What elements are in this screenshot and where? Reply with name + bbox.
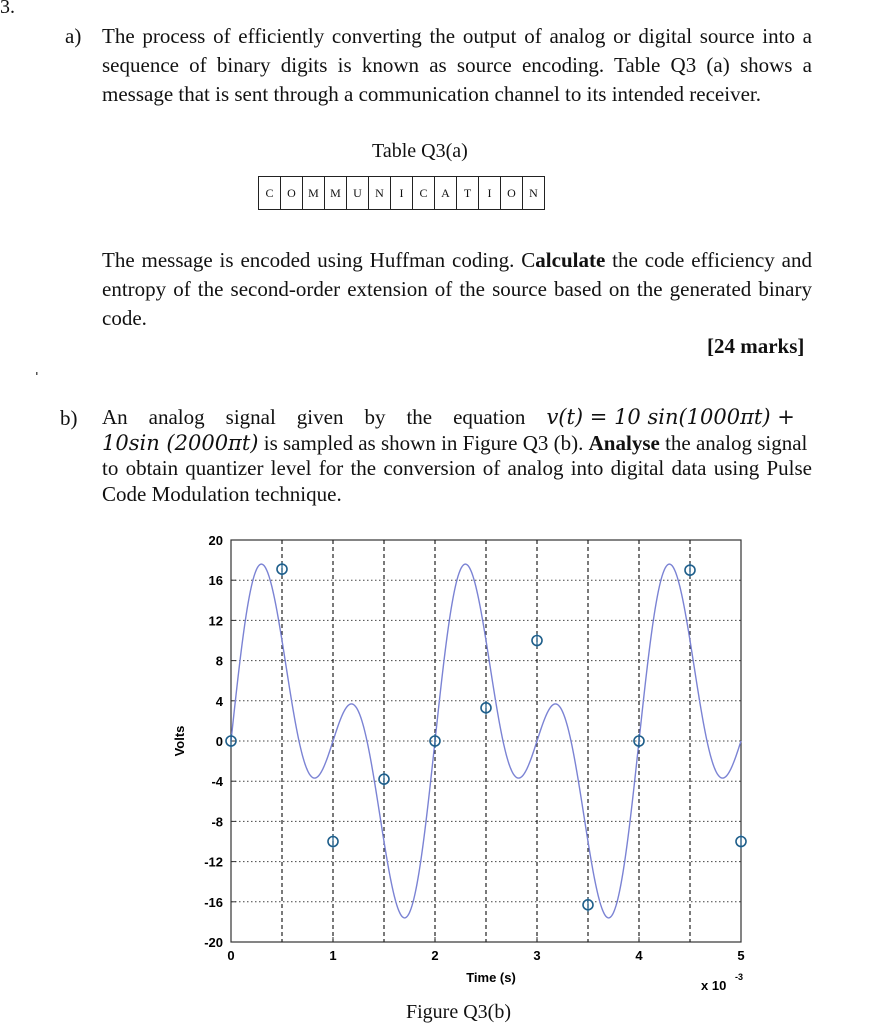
- x-tick-label: 3: [533, 948, 541, 963]
- part-a-intro: [102, 22, 812, 109]
- intro-line-1: The process of efficiently converting the output of analog or digital source into a: [102, 24, 812, 48]
- message-letter-cell: N: [369, 177, 391, 210]
- y-tick-label: 0: [215, 734, 223, 749]
- message-letter-cell: N: [523, 177, 545, 210]
- equation-part-1: v(t) = 10 sin(1000πt) +: [546, 405, 795, 429]
- figure-caption: Figure Q3(b): [406, 1001, 511, 1023]
- task-line1-pre: The message is encoded using Huffman coding. C: [102, 248, 536, 272]
- analyse-keyword: Analyse: [588, 430, 660, 455]
- part-b-text: [102, 405, 812, 507]
- y-tick-label: 20: [208, 533, 223, 548]
- y-tick-label: 12: [208, 613, 223, 629]
- x-tick-label: 2: [431, 948, 439, 963]
- intro-line-2: sequence of binary digits is known as source encoding. Table Q3 (a) shows a: [102, 53, 812, 77]
- part-b-line-1: [102, 405, 812, 431]
- part-b-line-2: [102, 431, 812, 457]
- x-axis-multiplier: x 10: [701, 978, 727, 993]
- message-letter-cell: I: [391, 177, 413, 210]
- task-line-1: [102, 246, 812, 275]
- equation-part-2: 10sin (2000πt): [102, 430, 259, 455]
- message-letter-cell: T: [457, 177, 479, 210]
- calculate-keyword: alculate: [535, 248, 606, 272]
- part-b-line-3: to obtain quantizer level for the conversion of analog into digital data using Pulse: [102, 456, 812, 480]
- message-row: [259, 177, 545, 210]
- y-tick-label: -16: [204, 894, 223, 910]
- x-tick-label: 0: [227, 948, 235, 963]
- task-line-3: code.: [102, 306, 147, 330]
- y-tick-label: 8: [215, 653, 223, 669]
- task-line1-post: the code efficiency and: [605, 248, 812, 272]
- question-number: 3.: [0, 0, 15, 18]
- x-tick-label: 1: [329, 948, 337, 963]
- message-letter-cell: M: [303, 177, 325, 210]
- message-letter-cell: C: [413, 177, 435, 210]
- message-letter-cell: O: [281, 177, 303, 210]
- y-tick-label: -20: [204, 935, 223, 950]
- y-tick-label: -12: [204, 854, 223, 870]
- task-line-2: entropy of the second-order extension of the source based on the generated binary: [102, 277, 812, 301]
- message-letter-cell: C: [259, 177, 281, 210]
- message-table: [258, 176, 545, 210]
- message-letter-cell: I: [479, 177, 501, 210]
- margin-mark: [36, 362, 39, 365]
- part-a-task: [102, 246, 812, 333]
- intro-line-3: message that is sent through a communication channel to its intended receiver.: [102, 82, 761, 106]
- sampled-signal-chart: [150, 525, 790, 1005]
- part-b-line2-post: is sampled as shown in Figure Q3 (b).: [258, 430, 589, 455]
- y-tick-label: -4: [211, 774, 223, 790]
- table-caption: Table Q3(a): [372, 140, 468, 162]
- message-letter-cell: A: [435, 177, 457, 210]
- part-b-line-4: Code Modulation technique.: [102, 481, 342, 506]
- y-tick-label: 16: [208, 573, 223, 589]
- message-letter-cell: U: [347, 177, 369, 210]
- marks: [24 marks]: [707, 334, 805, 358]
- part-b-line2b-post: the analog signal: [659, 430, 808, 455]
- x-axis-label: Time (s): [466, 970, 516, 985]
- part-a-label: a): [65, 24, 82, 48]
- y-axis-label: Volts: [172, 725, 187, 757]
- x-tick-label: 5: [737, 948, 745, 963]
- x-axis-multiplier-exponent: -3: [735, 972, 744, 982]
- part-b-line1-text: An analog signal given by the equation: [102, 405, 526, 429]
- message-letter-cell: M: [325, 177, 347, 210]
- part-b-label: b): [60, 406, 78, 430]
- x-tick-label: 4: [635, 948, 643, 963]
- y-tick-label: 4: [215, 693, 223, 709]
- y-tick-label: -8: [211, 814, 223, 830]
- message-letter-cell: O: [501, 177, 523, 210]
